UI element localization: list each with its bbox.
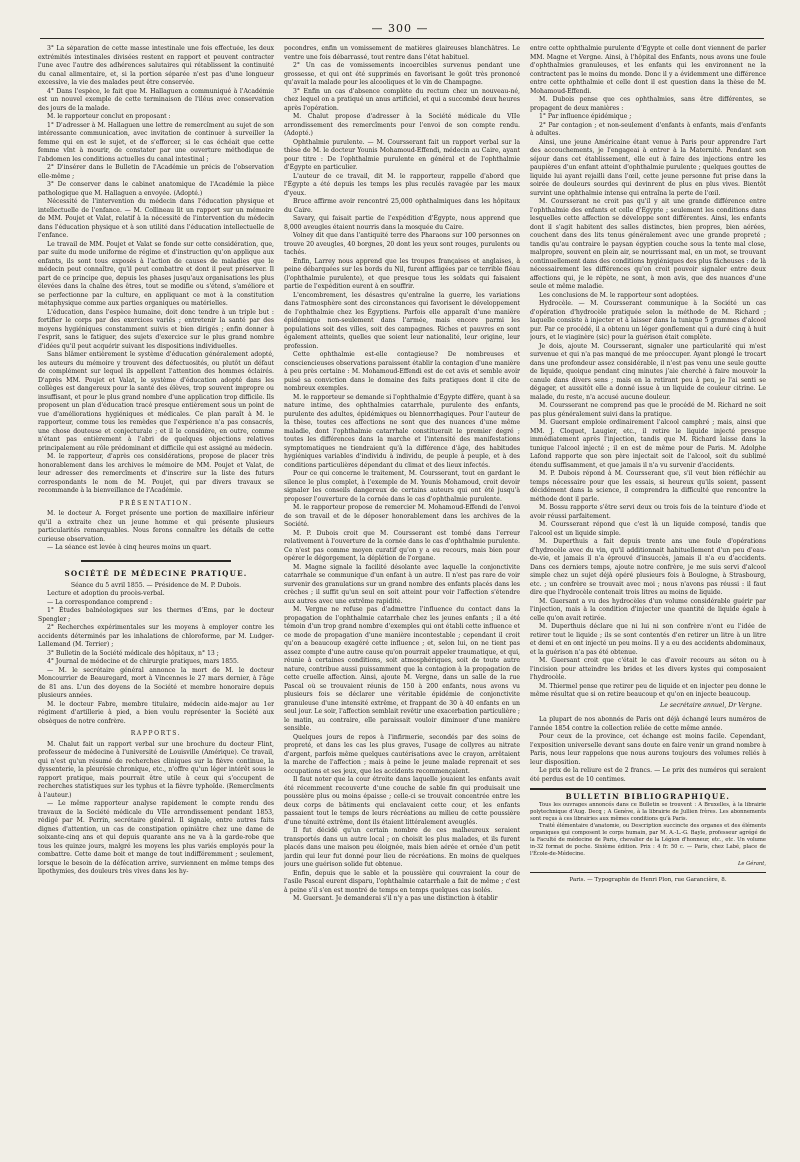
paragraph: Enfin, depuis que le sable et la poussière qui couvraient la cour de l'asile Pascal eurent disparu, l'ophthalmie catarrhale a fait de même ; c'est à peine s'il s'en est montré de temps en temps quelques cas isolés.	[284, 869, 520, 894]
paragraph: Pour ceux de la province, cet échange est moins facile. Cependant, l'exposition universelle devant sans doute en faire venir un grand nombre à Paris, nous leur rappelons que nous aurons toujours des volumes reliés à leur disposition.	[530, 733, 766, 766]
paragraph: Ophthalmie purulente. — M. Coursserant fait un rapport verbal sur la thèse de M. le docteur Younis Mohamoud-Effendi, médecin au Caire, ayant pour titre : De l'ophthalmie purulente en général et de l'ophthalmie d'Égypte en particulier.	[284, 138, 520, 171]
paragraph: M. le rapporteur propose de remercier M. Mohamoud-Effendi de l'envoi de son travail et de le déposer honorablement dans les archives de la Société.	[284, 504, 520, 528]
paragraph: M. P. Dubois répond à M. Coursserant que, s'il veut bien réfléchir au temps nécessaire pour que les essais, si heureux qu'ils soient, passent décidément dans la science, il comprendra la difficulté que rencontre la méthode dont il parle.	[530, 470, 766, 503]
paragraph: M. Thiermel pense que retirer peu de liquide et en injecter peu donne le même résultat que si on retire beaucoup et qu'on en injecte beaucoup.	[530, 682, 766, 698]
paragraph: Je dois, ajoute M. Coursserant, signaler une particularité qui m'est survenue et qui n'a pas manqué de me préoccuper. Ayant plongé le trocart dans une profondeur assez considérable, il n'est pas venu une seule goutte de liquide, quoique pendant cinq minutes j'aie cherché à faire mouvoir la canule dans divers sens ; mais en la retirant peu à peu, je l'ai senti se dégager, et aussitôt elle a donné issue à un liquide de couleur citrine. Le malade, du reste, n'a accusé aucune douleur.	[530, 342, 766, 401]
paragraph: M. le rapporteur conclut en proposant :	[47, 113, 171, 120]
paragraph: 4° Journal de médecine et de chirurgie pratiques, mars 1855.	[47, 658, 239, 665]
paragraph: Quelques jours de repos à l'infirmerie, secondés par des soins de propreté, et dans les cas les plus graves, l'usage de collyres au nitrate d'argent, parfois même quelques cautérisations avec le crayon, arrêtaient la marche de l'affection ; mais à peine le jeune malade reprenait et ses occupations et ses jeux, que les accidents recommençaient.	[284, 733, 520, 775]
paragraph: — La séance est levée à cinq heures moins un quart.	[47, 544, 212, 551]
paragraph: Bruce affirme avoir rencontré 25,000 ophthalmiques dans les hôpitaux du Caire.	[284, 198, 520, 214]
paragraph: 3° De conserver dans le cabinet anatomique de l'Académie la pièce pathologique que M. Hallaguen a envoyée. (Adopté.)	[38, 181, 274, 197]
paragraph: — La correspondance comprend :	[47, 598, 153, 606]
paragraph: 1° Par influence épidémique ;	[539, 113, 632, 120]
paragraph: M. le docteur A. Forget présente une portion de maxillaire inférieur qu'il a extraite chez un jeune homme et qui présente plusieurs particularités remarquables. Nous ferons connaître les détails de cette curieuse observation.	[38, 510, 274, 543]
paragraph: M. le docteur Fabre, membre titulaire, médecin aide-major au 1er régiment d'artillerie à pied, a bien voulu représenter la Société aux obsèques de notre confrère.	[38, 700, 274, 725]
paragraph: pocondres, enfin un vomissement de matières glaireuses blanchâtres. Le ventre une fois débarrassé, tout rentre dans l'état habituel.	[284, 45, 520, 61]
paragraph: M. Guersant a vu des hydrocèles d'un volume considérable guérir par l'injection, mais à la condition d'injecter une quantité de liquide égale à celle qu'on avait retirée.	[530, 597, 766, 622]
paragraph: M. Vergne ne refuse pas d'admettre l'influence du contact dans la propagation de l'ophthalmie catarrhale chez les jeunes enfants ; il a été témoin d'un trop grand nombre d'exemples qui ont établi cette influence et ce mode de propagation d'une manière incontestable ; cependant il croit qu'on a beaucoup exagéré cette influence ; et, selon lui, on ne tient pas assez compte d'une autre cause qu'on pourrait appeler traumatique, et qui, réunie à certaines conditions, soit atmosphériques, soit de toute autre nature, contribue aussi puissamment que la contagion à la propagation de cette cruelle affection. Ainsi, ajoute M. Vergne, dans un salle de la rue Pascal où se trouvaient réunis de 150 à 200 enfants, nous avons vu plusieurs fois se déclarer une véritable épidémie de conjonctivite granuleuse d'une intensité extrême, et frappant de 30 à 40 enfants en un seul jour. Le soir, l'affection semblait revêtir une exacerbation particulière ; le matin, au contraire, elle paraissait vouloir diminuer d'une manière sensible.	[284, 606, 520, 732]
paragraph: M. Duperthuis déclare que ni lui ni son confrère n'ont eu l'idée de retirer tout le liquide ; ils se sont contentés d'en retirer un litre à un litre et demi et en ont injecté un peu moins. Il y a eu des accidents abdominaux, et la guérison n'a pas été obtenue.	[530, 623, 766, 656]
paragraph: M. Chalut propose d'adresser à la Société médicale du VIIe arrondissement des remercîments pour l'envoi de son compte rendu. (Adopté.)	[284, 113, 520, 137]
paragraph: Cette ophthalmie est-elle contagieuse? De nombreuses et consciencieuses observations paraissent établir la contagion d'une manière à peu près certaine : M. Mohamoud-Effendi est de cet avis et semble avoir puisé sa conviction dans le domaine des faits pratiques dont il cite de nombreux exemples.	[284, 351, 520, 392]
paragraph: M. Chalut fait un rapport verbal sur une brochure du docteur Flint, professeur de médecine à l'université de Louisville (Amérique). Ce travail, qui n'est qu'un résumé de recherches cliniques sur la fièvre continue, la dyssenterie, la pleurésie chronique, etc., n'offre qu'un léger intérêt sous le rapport pratique, mais pourrait être utile à ceux qui s'occupent de recherches statistiques sur les typhus et la fièvre typhoïde. (Remercîments à l'auteur.)	[38, 740, 274, 799]
section-heading-society: SOCIÉTÉ DE MÉDECINE PRATIQUE.	[64, 569, 248, 578]
paragraph: 3° Bulletin de la Société médicale des hôpitaux, n° 13 ;	[47, 649, 219, 657]
section-heading-rapports: RAPPORTS.	[130, 730, 182, 737]
paragraph: L'auteur de ce travail, dit M. le rapporteur, rappelle d'abord que l'Égypte a été depuis les temps les plus reculés ravagée par les maux d'yeux.	[284, 172, 520, 197]
paragraph: Savary, qui faisait partie de l'expédition d'Égypte, nous apprend que 8,000 aveugles étaient nourris dans la mosquée du Caire.	[284, 215, 520, 231]
paragraph: 3° La séparation de cette masse intestinale une fois effectuée, les deux extrémités intestinales divisées restent en rapport et peuvent contracter l'une avec l'autre des adhérences salutaires qui rétablissent la continuité du canal alimentaire, et, si la portion séparée n'est pas d'une longueur excessive, la vie des malades peut être conservée.	[38, 45, 274, 86]
paragraph: 2° Un cas de vomissements incoercibles survenus pendant une grossesse, et qui ont été supprimés en favorisant le goût très prononcé qu'avait la malade pour les alcooliques et le vin de Champagne.	[284, 62, 520, 86]
paragraph: 3° Enfin un cas d'absence complète du rectum chez un nouveau-né, chez lequel on a pratiqué un anus artificiel, et qui a succombé deux heures après l'opération.	[284, 87, 520, 112]
printer-imprint: Paris. — Typographie de Henri Plon, rue Garancière, 8.	[530, 872, 766, 885]
paragraph: Le travail de MM. Poujet et Valat se fonde sur cette considération, que, par suite du mode uniforme de régime et d'instruction qu'on applique aux enfants, ils sont tous exposés à l'action de causes de maladies que le médecin peut connaître, qu'il peut combattre et dont il peut préserver. Il part de ce principe que, depuis les phases jusqu'aux organisations les plus élevées dans la chaîne des êtres, tout se modifie ou s'étend, s'améliore et se perfectionne par la culture, en appliquant ce mot à la constitution métaphysique comme aux parties organiques ou matérielles.	[38, 240, 274, 307]
paragraph: Traité élémentaire d'anatomie, ou Description succincte des organes et des éléments organiques qui composent le corps humain, par M. A.-L.-G. Bayle, professeur agrégé de la Faculté de médecine de Paris, chevalier de la Légion d'honneur, etc., etc. Un volume in-32 format de poche. Sixième édition. Prix : 4 fr. 50 c. — Paris, chez Labé, place de l'École-de-Médecine.	[530, 822, 766, 857]
paragraph: 2° Par contagion ; et non-seulement d'enfants à enfants, mais d'enfants à adultes.	[530, 121, 766, 137]
gerant-label: Le Gérant,	[737, 860, 766, 867]
paragraph: Il faut noter que la cour étroite dans laquelle jouaient les enfants avait été récemment recouverte d'une couche de sable fin qui produisait une poussière plus ou moins épaisse ; celle-ci se trouvait concentrée entre les deux corps de bâtiments qui enclavaient cette cour, et les enfants passaient tout le temps de leurs récréations au milieu de cette poussière d'une ténuité extrême, dont ils étaient littéralement aveuglés.	[284, 776, 520, 826]
page-number: — 300 —	[371, 22, 429, 35]
paragraph: Le prix de la reliure est de 2 francs. — Le prix des numéros qui seraient été perdus est de 10 centimes.	[530, 767, 766, 783]
paragraph: 1° D'adresser à M. Hallaguen une lettre de remercîment au sujet de son intéressante communication, avec invitation de continuer à surveiller la femme qui en est le sujet, et de s'efforcer, si le cas échéait que cette femme vînt à mourir, de constater par une ouverture méthodique de l'abdomen les conditions actuelles du canal intestinal ;	[38, 121, 274, 163]
paragraph: 2° D'insérer dans le Bulletin de l'Académie un précis de l'observation elle-même ;	[38, 164, 274, 180]
paragraph: Tous les ouvrages annoncés dans ce Bulletin se trouvent : A Bruxelles, à la librairie polytechnique d'Aug. Decq ; A Genève, à la librairie de Jullien frères. Les abonnements sont reçus à ces librairies aux mêmes conditions qu'à Paris.	[530, 801, 766, 822]
section-heading-presentation: PRÉSENTATION.	[119, 499, 193, 507]
paragraph: M. Magne signale la facilité désolante avec laquelle la conjonctivite catarrhale se communique d'un enfant à un autre. Il n'est pas rare de voir survenir des granulations sur un grand nombre des enfants placés dans les crèches ; il suffit qu'un seul en soit atteint pour voir l'affection s'étendre aux autres avec une extrême rapidité.	[284, 563, 520, 605]
paragraph: Les conclusions de M. le rapporteur sont adoptées.	[539, 291, 699, 299]
paragraph: Lecture et adoption du procès-verbal.	[47, 590, 165, 597]
paragraph: M. Coursserant ne croit pas qu'il y ait une grande différence entre l'ophthalmie des enfants et celle d'Égypte ; seulement les conditions dans lesquelles cette affection se développe sont différentes. Ainsi, les enfants dont il s'agit habitent des salles distinctes, bien propres, bien aérées, couchent dans des lits tenus généralement avec une grande propreté ; tandis qu'au contraire le paysan égyptien couche sous la tente mal close, malpropre, souvent en plein air, se nourrissant mal, en un mot, se trouvant continuellement dans des conditions hygiéniques des plus fâcheuses : de là nécessairement les différences qu'on croit pouvoir signaler entre deux affections qui, je le répète, ne sont, à mon avis, que des nuances d'une seule et même maladie.	[530, 198, 766, 290]
section-heading-bulletin: BULLETIN BIBLIOGRAPHIQUE.	[530, 788, 766, 802]
session-line: Séance du 5 avril 1855. — Présidence de M. P. Dubois.	[70, 581, 242, 589]
paragraph: M. P. Dubois croit que M. Coursserant est tombé dans l'erreur relativement à l'ouverture de la cornée dans le cas d'ophthalmie purulente. Ce n'est pas comme moyen curatif qu'on y a eu recours, mais bien pour opérer le dégorgement, la déplétion de l'organe.	[284, 529, 520, 562]
paragraph: Enfin, Larrey nous apprend que les troupes françaises et anglaises, à peine débarquées sur les bords du Nil, furent affligées par ce terrible fléau (l'ophthalmie purulente), et que presque tous les soldats qui faisaient partie de l'expédition eurent à en souffrir.	[284, 257, 520, 290]
paragraph: La plupart de nos abonnés de Paris ont déjà échangé leurs numéros de l'année 1854 contre la collection reliée de cette même année.	[530, 716, 766, 732]
column-middle	[284, 45, 520, 1155]
paragraph: M. le rapporteur, d'après ces considérations, propose de placer très honorablement dans les archives le mémoire de MM. Poujet et Valat, de leur adresser des remercîments et d'inscrire sur la liste des futurs correspondants le nom de M. Poujet, qui par divers travaux se recommande à la bienveillance de l'Académie.	[38, 453, 274, 494]
paragraph: Volney dit que dans l'antiquité terre des Pharaons sur 100 personnes on trouve 20 aveugles, 40 borgnes, 20 dont les yeux sont rouges, purulents ou tachés.	[284, 232, 520, 256]
header-rule	[40, 38, 764, 39]
paragraph: Pour ce qui concerne le traitement, M. Coursserant, tout en gardant le silence le plus complet, à l'exemple de M. Younis Mohamoud, croit devoir signaler les conseils dangereux de certains auteurs qui ont été jusqu'à proposer l'ouverture de la cornée dans le cas d'ophthalmie purulente.	[284, 470, 520, 503]
paragraph: Sans blâmer entièrement le système d'éducation généralement adopté, les auteurs du mémoire y trouvent des défectuosités, ou plutôt un défaut de complément sur lequel ils appellent l'attention des hommes éclairés. D'après MM. Poujet et Valat, le système d'éducation adopté dans les collèges est dangereux pour la santé des élèves, trop souvent improprе ou insuffisant, et pour le plus grand nombre d'une application trop difficile. Ils proposent un plan d'éducation tracé presque entièrement sous un point de vue d'améliorations hygiéniques et médicales. Ce plan paraît à M. le rapporteur, comme tous les remèdes que l'expérience n'a pas consacrés, une chose douteuse et conjecturale ; et il le considère, en outre, comme n'étant pas entièrement à l'abri de quelques objections relatives principalement au rôle prédominant et difficile qui est assigné au médecin.	[38, 351, 274, 452]
paragraph: 4° Dans l'espèce, le fait que M. Hallaguen a communiqué à l'Académie est un nouvel exemple de cette terminaison de l'iléus avec conservation des jours de la malade.	[38, 87, 274, 112]
paragraph: L'éducation, dans l'espèce humaine, doit donc tendre à un triple but : fortifier le corps par des exercices variés ; entretenir la santé par des moyens hygiéniques constamment suivis et bien dirigés ; enfin donner à l'esprit, sans le fatiguer, des sujets d'exercice sur le plus grand nombre d'idées qu'il peut acquérir suivant les dispositions individuelles.	[38, 308, 274, 350]
section-divider	[38, 557, 274, 566]
paragraph: M. Duperthuis a fait depuis trente ans une foule d'opérations d'hydrocèle avec du vin, qu'il additionnait habituellement d'un peu d'eau-de-vie, et jamais il n'a éprouvé d'insuccès, jamais il n'a eu d'accidents. Dans ces derniers temps, ajoute notre confrère, je me suis servi d'alcool simple chez un sujet déjà opéré plusieurs fois à Boulogne, à Strasbourg, etc. ; un confrère se trouvait avec moi ; nous n'avons pas réussi : il faut dire que l'hydrocèle contenait trois litres au moins de liquide.	[530, 538, 766, 596]
paragraph: Nécessité de l'intervention du médecin dans l'éducation physique et intellectuelle de l'enfance. — M. Collineau lit un rapport sur un mémoire de MM. Poujet et Valat, relatif à la nécessité de l'intervention du médecin dans l'éducation physique et à son utilité dans l'éducation intellectuelle de l'enfance.	[38, 198, 274, 239]
paragraph: 1° Études balnéologiques sur les thermes d'Ems, par le docteur Spengler ;	[38, 607, 274, 623]
paragraph: 2° Recherches expérimentales sur les moyens à employer contre les accidents déterminés par les inhalations de chloroforme, par M. Ludger-Lallemand (M. Terrier) ;	[38, 624, 274, 648]
paragraph: — Le même rapporteur analyse rapidement le compte rendu des travaux de la Société médicale du VIIe arrondissement pendant 1853, rédigé par M. Perrin, secrétaire général. Il signale, entre autres faits dignes d'attention, un cas de constipation opiniâtre chez une dame de soixante-cinq ans et qui depuis quarante ans ne va à la garde-robe que tous les quinze jours, malgré les moyens les plus variés employés pour la combattre. Cette dame boit et mange de tout indifféremment ; seulement, lorsque le besoin de la défécation arrive, surviennent en même temps des lipothymies, des douleurs très vives dans les hy-	[38, 800, 274, 875]
paragraph: — M. le secrétaire général annonce la mort de M. le docteur Moncourrier de Beauregard, mort à Vincennes le 27 mars dernier, à l'âge de 81 ans. L'un des doyens de la Société et membre honoraire depuis plusieurs années.	[38, 666, 274, 699]
paragraph: M. le rapporteur se demande si l'ophthalmie d'Égypte diffère, quant à sa nature intime, des ophthalmies catarrhale, purulente des enfants, purulente des adultes, épidémiques ou blennorrhagiques. Pour l'auteur de la thèse, toutes ces affections ne sont que des nuances d'une même maladie, dont l'ophthalmie catarrhale constituerait le premier degré ; toutes les différences dans la marche et l'intensité des manifestations symptomatiques ne tiendraient qu'à la différence d'âge, des habitudes hygiéniques variables d'individu à individu, de peuple à peuple, et à des conditions particulières dépendant du climat et des lieux infectés.	[284, 393, 520, 469]
paragraph: Il fut décidé qu'un certain nombre de ces malheureux seraient transportés dans un autre local ; on choisit les plus malades, et ils furent placés dans une maison peu éloignée, mais bien aérée et ornée d'un petit jardin qui leur fut donné pour lieu de récréations. En moins de quelques jours une guérison solide fut obtenue.	[284, 827, 520, 868]
paragraph: M. Guersant croit que c'était le cas d'avoir recours au séton ou à l'incision pour atteindre les brides et les divers kystes qui composaient l'hydrocèle.	[530, 657, 766, 681]
paragraph: M. Guersant emploie ordinairement l'alcool camphré ; mais, ainsi que MM. J. Cloquet, Laugier, etc., il retire le liquide injecté presque immédiatement après l'injection, tandis que M. Richard laisse dans la tunique l'alcool injecté ; il en est de même pour de Paris. M. Adolphe Lafond rapporte que son père injectait soit de l'alcool, soit du sublimé étendu suffisamment, et que jamais il n'a vu survenir d'accidents.	[530, 419, 766, 469]
paragraph: M. Coursserant répond que c'est là un liquide composé, tandis que l'alcool est un liquide simple.	[530, 521, 766, 537]
paragraph: entre cette ophthalmie purulente d'Égypte et celle dont viennent de parler MM. Magne et Vergne. Ainsi, à l'hôpital des Enfants, nous avons une foule d'ophthalmies granuleuses, et les enfants qui les environnent ne la contractent pas le moins du monde. Donc il y a évidemment une différence entre cette ophthalmie et celle dont il est question dans la thèse de M. Mohamoud-Effendi.	[530, 45, 766, 95]
column-right	[530, 45, 766, 1155]
paragraph: L'encombrement, les désastres qu'entraîne la guerre, les variations dans l'atmosphère sont des circonstances qui favorisent le développement de l'ophthalmie chez les Égyptiens. Parfois elle apparaît d'une manière épidémique non-seulement dans l'armée, mais encore parmi les populations soit des villes, soit des campagnes. Riches et pauvres en sont également atteints, quelles que soient leur nationalité, leur origine, leur profession.	[284, 291, 520, 350]
paragraph: M. Coursserant ne comprend pas que le procédé de M. Richard ne soit pas plus généralement suivi dans la pratique.	[530, 402, 766, 418]
secretary-signature: Le secrétaire annuel, Dr Vergne.	[660, 701, 762, 709]
paragraph: M. Bossu rapporte s'être servi deux ou trois fois de la teinture d'iode et avoir réussi parfaitement.	[530, 504, 766, 520]
column-left	[38, 45, 274, 1155]
paragraph: M. Dubois pense que ces ophthalmies, sans être différentes, se propagent de deux manières :	[530, 96, 766, 112]
paragraph: Ainsi, une jeune Américaine étant venue à Paris pour apprendre l'art des accouchements, je l'engageai à entrer à la Maternité. Pendant son séjour dans cet établissement, elle eut à faire des injections entre les paupières d'un enfant atteint d'ophthalmie purulente ; quelques gouttes de liquide lui ayant rejailli dans l'œil, cette jeune personne fut prise dans la soirée de douleurs sourdes qui devinrent de plus en plus vives. Bientôt survint une ophthalmie intense qui entraîna la perte de l'œil.	[530, 138, 766, 197]
paragraph: Hydrocèle. — M. Coursserant communique à la Société un cas d'opération d'hydrocèle pratiquée selon la méthode de M. Richard ; laquelle consiste à injecter et à laisser dans la tunique 5 grammes d'alcool pur. Par ce procédé, il a obtenu un léger gonflement qui a duré cinq à huit jours, et le viaginère (sic) pour la guérison était complète.	[530, 300, 766, 341]
paragraph: M. Guersant. Je demanderai s'il n'y a pas une distinction à établir	[293, 895, 498, 902]
